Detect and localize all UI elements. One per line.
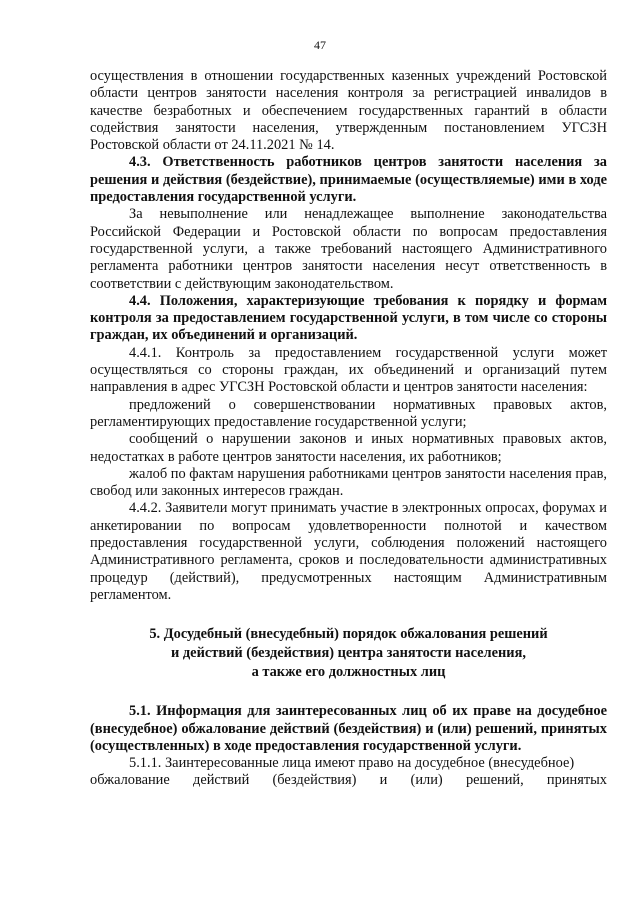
paragraph-5-1-1: 5.1.1. Заинтересованные лица имеют право на досудебное (внесудебное) (129, 755, 575, 772)
paragraph-continuation: осуществления в отношении государственных казенных учреждений Ростовской области центров занятости населения контроля за регистрацией инвалидов в качестве безработных и обеспечением государственных гарантий в области содействия занятости населения, утвержденным постановлением УГСЗН Ростовской области от 24.11.2021 № 14. (90, 68, 607, 154)
paragraph-4-4-2: 4.4.2. Заявители могут принимать участие в электронных опросах, форумах и анкетировании по вопросам удовлетворенности полнотой и качеством предоставления государственной услуги, соблюдения положений настоящего Административного регламента, сроков и последовательности административных процедур (действий), предусмотренных настоящим Административным регламентом. (90, 500, 607, 603)
paragraph-responsibility: За невыполнение или ненадлежащее выполнение законодательства Российской Федерации и Ростовской области по вопросам предоставления государственной услуги, а также требований настоящего Административного регламента работники центров занятости населения несут ответственность в соответствии с действующим законодательством. (90, 206, 607, 292)
list-item-proposals: предложений о совершенствовании нормативных правовых актов, регламентирующих предоставление государственной услуги; (90, 396, 607, 430)
paragraph-5-1-1-continuation: обжалование действий (бездействия) и (или) решений, принятых (90, 772, 607, 789)
section-5-title-line-3: а также его должностных лиц (251, 664, 446, 681)
section-5-title-line-1: 5. Досудебный (внесудебный) порядок обжалования решений (149, 626, 548, 643)
page-number: 47 (314, 38, 326, 52)
paragraph-4-4-1: 4.4.1. Контроль за предоставлением государственной услуги может осуществляться со стороны граждан, их объединений и организаций путем направления в адрес УГСЗН Ростовской области и центров занятости населения: (90, 344, 607, 396)
heading-5-1: 5.1. Информация для заинтересованных лиц об их праве на досудебное (внесудебное) обжалование действий (бездействия) и (или) решений, принятых (осуществленных) в ходе предоставления государственной услуги. (90, 703, 607, 754)
section-5-title-line-2: и действий (бездействия) центра занятости населения, (171, 645, 526, 662)
heading-4-4: 4.4. Положения, характеризующие требования к порядку и формам контроля за предоставлением государственной услуги, в том числе со стороны граждан, их объединений и организаций. (90, 292, 607, 344)
document-body (90, 68, 607, 790)
section-5-title (90, 625, 607, 682)
list-item-complaints: жалоб по фактам нарушения работниками центров занятости населения прав, свобод или законных интересов граждан. (90, 465, 607, 500)
heading-4-3: 4.3. Ответственность работников центров занятости населения за решения и действия (бездействие), принимаемые (осуществляемые) ими в ходе предоставления государственной услуги. (90, 154, 607, 206)
list-item-reports: сообщений о нарушении законов и иных нормативных правовых актов, недостатках в работе центров занятости населения, их работников; (90, 431, 607, 465)
